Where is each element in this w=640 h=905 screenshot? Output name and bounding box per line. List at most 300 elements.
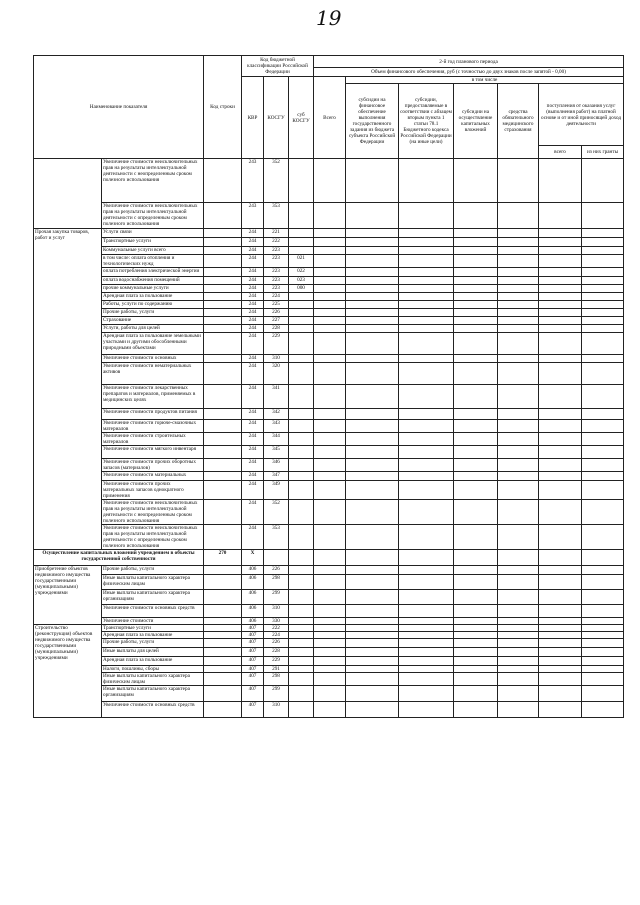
row-name: Увеличение стоимости строительных материалов <box>102 433 204 446</box>
value-cell <box>454 268 498 277</box>
table-row <box>34 159 624 203</box>
row-kvr: 244 <box>242 247 264 255</box>
row-kvr: 407 <box>242 657 264 666</box>
row-sub-kosgu <box>289 363 314 385</box>
row-group-label <box>34 159 102 229</box>
row-sub-kosgu <box>289 333 314 355</box>
table-row <box>34 446 624 459</box>
value-cell <box>314 268 346 277</box>
value-cell <box>539 385 582 409</box>
table-row <box>34 566 624 575</box>
value-cell <box>346 247 399 255</box>
value-cell <box>399 409 454 420</box>
value-cell <box>346 285 399 293</box>
value-cell <box>498 472 539 481</box>
row-name: Увеличение стоимости прочих оборотных запасов (материалов) <box>102 459 204 472</box>
value-cell <box>346 229 399 238</box>
value-cell <box>399 648 454 657</box>
value-cell <box>399 605 454 618</box>
table-row <box>34 385 624 409</box>
row-kvr: 406 <box>242 605 264 618</box>
year-header: 2-й год планового периода <box>314 56 624 68</box>
value-cell <box>399 673 454 686</box>
value-cell <box>582 575 624 590</box>
value-cell <box>582 590 624 605</box>
table-row <box>34 500 624 525</box>
row-kvr: 244 <box>242 285 264 293</box>
value-cell <box>399 229 454 238</box>
row-kosgu: 298 <box>264 575 289 590</box>
value-cell <box>314 255 346 268</box>
table-row <box>34 285 624 293</box>
value-cell <box>346 301 399 309</box>
table-row <box>34 702 624 718</box>
value-cell <box>539 472 582 481</box>
value-cell <box>314 317 346 325</box>
value-cell <box>498 648 539 657</box>
value-cell <box>582 550 624 566</box>
row-code-cell <box>204 363 242 385</box>
value-cell <box>346 255 399 268</box>
row-kosgu: 342 <box>264 409 289 420</box>
row-kosgu: 223 <box>264 247 289 255</box>
row-name: Увеличение стоимости мягкого инвентаря <box>102 446 204 459</box>
row-sub-kosgu <box>289 247 314 255</box>
value-cell <box>582 363 624 385</box>
value-cell <box>582 500 624 525</box>
value-cell <box>582 229 624 238</box>
value-cell <box>582 159 624 203</box>
value-cell <box>498 255 539 268</box>
row-name: Увеличение стоимости <box>102 618 204 625</box>
value-cell <box>454 385 498 409</box>
row-sub-kosgu <box>289 625 314 632</box>
row-kosgu: 222 <box>264 238 289 247</box>
value-cell <box>314 632 346 639</box>
value-cell <box>346 590 399 605</box>
row-name: Увеличение стоимости нематериальных активов <box>102 363 204 385</box>
row-kosgu: 310 <box>264 702 289 718</box>
table-row <box>34 481 624 500</box>
table-row <box>34 648 624 657</box>
row-kvr: 407 <box>242 639 264 648</box>
row-sub-kosgu <box>289 301 314 309</box>
value-cell <box>399 625 454 632</box>
row-code-cell <box>204 590 242 605</box>
row-name: Иные выплаты капитального характера организациям <box>102 686 204 702</box>
row-code-cell <box>204 639 242 648</box>
value-cell <box>314 673 346 686</box>
value-cell <box>314 666 346 673</box>
value-cell <box>314 159 346 203</box>
value-cell <box>454 639 498 648</box>
value-cell <box>498 268 539 277</box>
value-cell <box>498 203 539 229</box>
value-cell <box>539 648 582 657</box>
row-name: Работы, услуги по содержанию <box>102 301 204 309</box>
value-cell <box>582 639 624 648</box>
row-group-label: Прочая закупка товаров, работ и услуг <box>34 229 102 550</box>
row-kvr: 407 <box>242 702 264 718</box>
value-cell <box>582 566 624 575</box>
value-cell <box>314 481 346 500</box>
value-cell <box>454 159 498 203</box>
value-cell <box>314 333 346 355</box>
table-row <box>34 301 624 309</box>
value-cell <box>582 285 624 293</box>
value-cell <box>346 648 399 657</box>
value-cell <box>454 590 498 605</box>
table-row <box>34 277 624 285</box>
row-code-cell <box>204 666 242 673</box>
row-sub-kosgu <box>289 385 314 409</box>
row-kvr: 244 <box>242 420 264 433</box>
value-cell <box>454 525 498 550</box>
row-name: Увеличение стоимости продуктов питания <box>102 409 204 420</box>
row-code-cell <box>204 325 242 333</box>
value-cell <box>399 550 454 566</box>
value-cell <box>314 325 346 333</box>
row-code-cell <box>204 702 242 718</box>
value-cell <box>346 317 399 325</box>
value-cell <box>314 566 346 575</box>
table-row <box>34 686 624 702</box>
value-cell <box>454 459 498 472</box>
row-code-cell <box>204 446 242 459</box>
row-code-cell <box>204 333 242 355</box>
value-cell <box>498 277 539 285</box>
sub-kosgu-header: суб КОСГУ <box>289 77 314 159</box>
value-cell <box>498 420 539 433</box>
value-cell <box>498 409 539 420</box>
value-cell <box>346 525 399 550</box>
row-code-cell <box>204 618 242 625</box>
value-cell <box>346 605 399 618</box>
value-cell <box>582 632 624 639</box>
value-cell <box>454 625 498 632</box>
row-kvr: 407 <box>242 625 264 632</box>
row-code-cell <box>204 686 242 702</box>
value-cell <box>582 325 624 333</box>
value-cell <box>399 309 454 317</box>
value-cell <box>498 293 539 301</box>
row-name: Налоги, пошлины, сборы <box>102 666 204 673</box>
value-cell <box>539 268 582 277</box>
row-name: Увеличение стоимости неисключительных прав на результаты интеллектуальной деятельности с неопределенным сроком полезного использования <box>102 500 204 525</box>
value-cell <box>399 301 454 309</box>
row-sub-kosgu <box>289 159 314 203</box>
value-cell <box>539 420 582 433</box>
value-cell <box>539 247 582 255</box>
table-row <box>34 590 624 605</box>
row-kosgu: 349 <box>264 481 289 500</box>
row-sub-kosgu <box>289 500 314 525</box>
value-cell <box>539 203 582 229</box>
value-cell <box>399 618 454 625</box>
value-cell <box>582 666 624 673</box>
row-kosgu: 224 <box>264 293 289 301</box>
value-cell <box>454 472 498 481</box>
row-code-cell <box>204 293 242 301</box>
value-cell <box>314 446 346 459</box>
row-code-cell <box>204 632 242 639</box>
table-row <box>34 632 624 639</box>
value-cell <box>539 625 582 632</box>
value-cell <box>498 657 539 666</box>
value-cell <box>289 550 314 566</box>
value-cell <box>539 446 582 459</box>
value-cell <box>539 355 582 363</box>
value-cell <box>346 268 399 277</box>
value-cell <box>582 355 624 363</box>
value-cell <box>454 446 498 459</box>
row-sub-kosgu: 023 <box>289 277 314 285</box>
row-name: Иные выплаты для целей <box>102 648 204 657</box>
row-sub-kosgu <box>289 472 314 481</box>
row-kosgu: 344 <box>264 433 289 446</box>
value-cell <box>582 317 624 325</box>
value-cell <box>399 238 454 247</box>
value-cell <box>454 333 498 355</box>
row-name: оплата потребления электрической энергии <box>102 268 204 277</box>
table-row <box>34 309 624 317</box>
table-row <box>34 268 624 277</box>
value-cell <box>314 363 346 385</box>
row-sub-kosgu: 000 <box>289 285 314 293</box>
financial-table <box>33 55 624 718</box>
row-kvr: 244 <box>242 309 264 317</box>
value-cell <box>539 657 582 666</box>
value-cell <box>346 309 399 317</box>
row-name: Увеличение стоимости горюче-смазочных материалов <box>102 420 204 433</box>
value-cell <box>314 285 346 293</box>
kvr-header: КВР <box>242 77 264 159</box>
table-row <box>34 605 624 618</box>
value-cell <box>539 159 582 203</box>
value-cell <box>582 472 624 481</box>
value-cell <box>314 686 346 702</box>
value-cell <box>399 575 454 590</box>
row-code-cell <box>204 673 242 686</box>
value-cell <box>539 309 582 317</box>
value-cell <box>399 500 454 525</box>
value-cell <box>346 277 399 285</box>
row-kvr: 244 <box>242 293 264 301</box>
row-kosgu: 298 <box>264 673 289 686</box>
table-row <box>34 325 624 333</box>
row-kvr: 244 <box>242 317 264 325</box>
table-row <box>34 673 624 686</box>
value-cell <box>314 639 346 648</box>
value-cell <box>399 657 454 666</box>
row-kvr: 244 <box>242 355 264 363</box>
value-cell <box>314 238 346 247</box>
row-name: Услуги связи <box>102 229 204 238</box>
row-kosgu: 229 <box>264 657 289 666</box>
value-cell <box>582 625 624 632</box>
row-sub-kosgu <box>289 575 314 590</box>
row-code-cell <box>204 277 242 285</box>
row-code-cell <box>204 605 242 618</box>
value-cell <box>498 238 539 247</box>
value-cell <box>539 433 582 446</box>
value-cell <box>346 500 399 525</box>
value-cell <box>314 203 346 229</box>
table-body <box>34 159 624 718</box>
row-code-cell <box>204 255 242 268</box>
value-cell <box>399 255 454 268</box>
row-kvr: 244 <box>242 238 264 247</box>
row-kvr: 407 <box>242 686 264 702</box>
row-sub-kosgu <box>289 481 314 500</box>
value-cell <box>539 229 582 238</box>
value-cell <box>346 459 399 472</box>
value-cell <box>582 420 624 433</box>
value-cell <box>454 575 498 590</box>
value-cell <box>346 550 399 566</box>
row-kvr: 244 <box>242 325 264 333</box>
value-cell <box>498 618 539 625</box>
row-code-cell <box>204 355 242 363</box>
value-cell <box>454 229 498 238</box>
row-kosgu: 291 <box>264 666 289 673</box>
table-row <box>34 409 624 420</box>
value-cell <box>399 525 454 550</box>
value-cell <box>314 420 346 433</box>
row-sub-kosgu <box>289 317 314 325</box>
row-sub-kosgu <box>289 446 314 459</box>
value-cell <box>314 247 346 255</box>
value-cell <box>346 657 399 666</box>
row-kvr: 244 <box>242 459 264 472</box>
value-cell <box>346 409 399 420</box>
paid-grants-header: из них гранты <box>582 146 624 159</box>
value-cell <box>314 575 346 590</box>
row-kosgu: 353 <box>264 203 289 229</box>
value-cell <box>582 247 624 255</box>
row-sub-kosgu <box>289 293 314 301</box>
table-row <box>34 575 624 590</box>
row-name: Прочие работы, услуги <box>102 639 204 648</box>
row-sub-kosgu <box>289 639 314 648</box>
row-code-header: Код строки <box>204 56 242 159</box>
table-row <box>34 433 624 446</box>
value-cell <box>399 325 454 333</box>
value-cell <box>582 333 624 355</box>
row-kvr: 244 <box>242 525 264 550</box>
row-kosgu: 228 <box>264 648 289 657</box>
value-cell <box>346 333 399 355</box>
value-cell <box>539 605 582 618</box>
row-name: Увеличение стоимости основных <box>102 355 204 363</box>
value-cell <box>314 500 346 525</box>
value-cell <box>399 433 454 446</box>
value-cell <box>314 472 346 481</box>
row-kvr: 244 <box>242 385 264 409</box>
row-kvr: 244 <box>242 255 264 268</box>
value-cell <box>454 363 498 385</box>
table-row <box>34 247 624 255</box>
value-cell <box>346 639 399 648</box>
value-cell <box>498 590 539 605</box>
value-cell <box>264 550 289 566</box>
row-sub-kosgu <box>289 459 314 472</box>
value-cell <box>346 632 399 639</box>
value-cell <box>314 459 346 472</box>
row-code-cell <box>204 459 242 472</box>
row-name: Прочие работы, услуги <box>102 566 204 575</box>
row-kvr: 244 <box>242 472 264 481</box>
row-kosgu: 226 <box>264 566 289 575</box>
row-code-cell <box>204 472 242 481</box>
value-cell <box>314 355 346 363</box>
table-row <box>34 317 624 325</box>
table-row <box>34 666 624 673</box>
kosgu-header: КОСГУ <box>264 77 289 159</box>
table-row <box>34 333 624 355</box>
row-kvr: 244 <box>242 277 264 285</box>
row-kosgu: 228 <box>264 325 289 333</box>
row-name: Иные выплаты капитального характера физическим лицам <box>102 575 204 590</box>
value-cell <box>582 309 624 317</box>
row-kosgu: 352 <box>264 500 289 525</box>
value-cell <box>454 702 498 718</box>
row-sub-kosgu <box>289 409 314 420</box>
value-cell <box>539 575 582 590</box>
value-cell <box>454 433 498 446</box>
value-cell <box>399 590 454 605</box>
table-row <box>34 355 624 363</box>
value-cell <box>498 625 539 632</box>
row-name: Увеличение стоимости неисключительных прав на результаты интеллектуальной деятельности с неопределенным сроком полезного использования <box>102 159 204 203</box>
row-sub-kosgu <box>289 590 314 605</box>
value-cell <box>314 702 346 718</box>
value-cell <box>454 247 498 255</box>
row-kvr: 243 <box>242 159 264 203</box>
value-cell <box>346 575 399 590</box>
row-code-cell <box>204 525 242 550</box>
row-sub-kosgu <box>289 355 314 363</box>
row-sub-kosgu <box>289 605 314 618</box>
value-cell <box>582 301 624 309</box>
value-cell <box>399 632 454 639</box>
value-cell <box>582 255 624 268</box>
paid-all-header: всего <box>539 146 582 159</box>
value-cell <box>582 525 624 550</box>
value-cell <box>498 686 539 702</box>
value-cell <box>399 277 454 285</box>
row-code-cell <box>204 301 242 309</box>
value-cell <box>314 293 346 301</box>
value-cell <box>314 385 346 409</box>
indicator-header: Наименование показателя <box>34 56 204 159</box>
row-kosgu: 346 <box>264 459 289 472</box>
row-code-cell <box>204 309 242 317</box>
table-row <box>34 293 624 301</box>
value-cell <box>539 639 582 648</box>
value-cell <box>454 203 498 229</box>
row-kosgu: 223 <box>264 285 289 293</box>
value-cell <box>454 355 498 363</box>
table-row <box>34 525 624 550</box>
value-cell <box>454 420 498 433</box>
value-cell <box>539 325 582 333</box>
value-cell <box>539 481 582 500</box>
row-code-cell <box>204 385 242 409</box>
value-cell <box>539 363 582 385</box>
value-cell <box>539 550 582 566</box>
value-cell <box>582 686 624 702</box>
